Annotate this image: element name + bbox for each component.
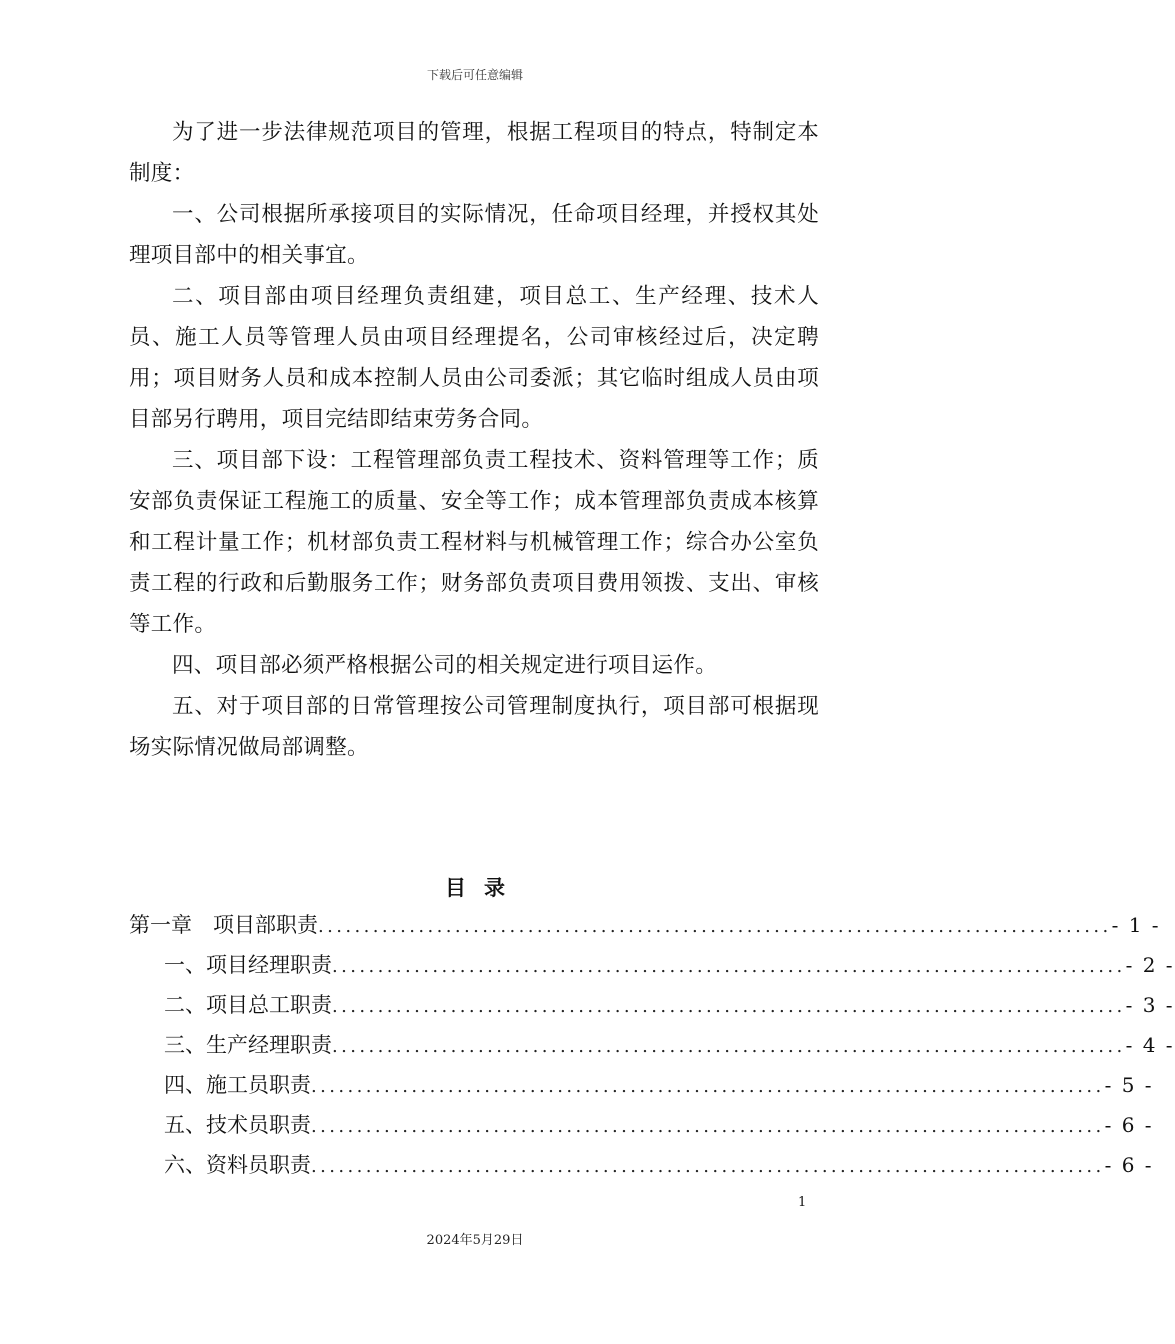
toc-entry-page: - 1 -	[1111, 913, 1161, 937]
toc-entry[interactable]	[129, 945, 1175, 985]
toc-entry[interactable]	[129, 985, 1175, 1025]
toc-leader-dots: .......................................................................................	[311, 1076, 1105, 1097]
toc-leader-dots: .......................................................................................	[332, 996, 1126, 1017]
toc-entry-label: 三、生产经理职责	[164, 1033, 332, 1057]
page-footer-date: 2024年5月29日	[426, 1233, 524, 1248]
toc-leader-dots: .......................................................................................	[332, 956, 1126, 977]
toc-leader-dots: .......................................................................................	[311, 1116, 1105, 1137]
toc-entry-page: - 3 -	[1125, 993, 1175, 1017]
clause-2-paragraph: 二、项目部由项目经理负责组建，项目总工、生产经理、技术人员、施工人员等管理人员由项目经理提名，公司审核经过后，决定聘用；项目财务人员和成本控制人员由公司委派；其它临时组成人员由项目部另行聘用，项目完结即结束劳务合同。	[129, 284, 819, 432]
toc-leader-dots: .......................................................................................	[318, 916, 1112, 937]
toc-title: 目录	[445, 875, 523, 900]
toc-entry-page: - 4 -	[1125, 1033, 1175, 1057]
toc-entry-page: - 6 -	[1104, 1113, 1154, 1137]
toc-entry[interactable]	[129, 1065, 1154, 1105]
toc-entry-label: 二、项目总工职责	[164, 993, 332, 1017]
toc-entry-label: 一、项目经理职责	[164, 953, 332, 977]
intro-paragraph: 为了进一步法律规范项目的管理，根据工程项目的特点，特制定本制度：	[129, 120, 819, 186]
toc-leader-dots: .......................................................................................	[332, 1036, 1126, 1057]
body-text	[129, 112, 819, 768]
toc-entry-page: - 6 -	[1104, 1153, 1154, 1177]
toc-entry-label: 四、施工员职责	[164, 1073, 311, 1097]
clause-5-paragraph: 五、对于项目部的日常管理按公司管理制度执行，项目部可根据现场实际情况做局部调整。	[129, 694, 819, 760]
toc-entry[interactable]	[129, 905, 1161, 945]
toc-entry-page: - 2 -	[1125, 953, 1175, 977]
page-header: 下载后可任意编辑	[426, 68, 523, 82]
table-of-contents	[129, 905, 1175, 1185]
toc-entry-page: - 5 -	[1104, 1073, 1154, 1097]
toc-leader-dots: .......................................................................................	[311, 1156, 1105, 1177]
page-number: 1	[798, 1195, 807, 1210]
toc-entry[interactable]	[129, 1105, 1154, 1145]
toc-entry[interactable]	[129, 1145, 1154, 1185]
clause-3-paragraph: 三、项目部下设：工程管理部负责工程技术、资料管理等工作；质安部负责保证工程施工的质量、安全等工作；成本管理部负责成本核算和工程计量工作；机材部负责工程材料与机械管理工作；综合办公室负责工程的行政和后勤服务工作；财务部负责项目费用领拨、支出、审核等工作。	[129, 448, 819, 637]
clause-1-paragraph: 一、公司根据所承接项目的实际情况，任命项目经理，并授权其处理项目部中的相关事宜。	[129, 202, 819, 268]
clause-4-paragraph: 四、项目部必须严格根据公司的相关规定进行项目运作。	[172, 653, 718, 678]
toc-entry-label: 五、技术员职责	[164, 1113, 311, 1137]
toc-entry-label: 第一章 项目部职责	[129, 913, 318, 937]
toc-entry[interactable]	[129, 1025, 1175, 1065]
toc-entry-label: 六、资料员职责	[164, 1153, 311, 1177]
